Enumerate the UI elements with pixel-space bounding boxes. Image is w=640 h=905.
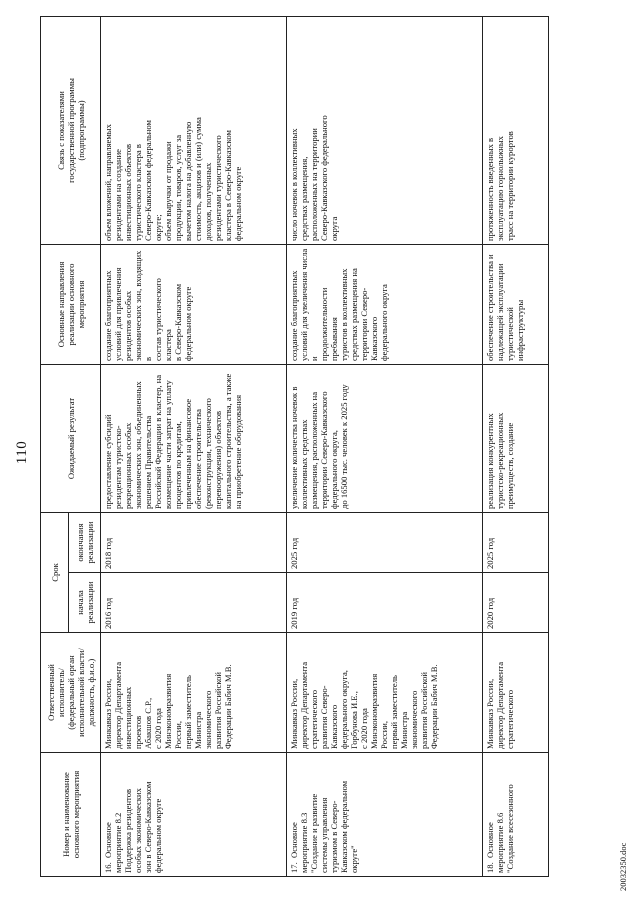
header-directions: Основные направления реализации основного мероприятия — [41, 244, 101, 364]
header-link: Связь с показателями государственной программы (подпрограммы) — [41, 16, 101, 244]
row-start: 2019 год — [287, 573, 483, 633]
row-end: 2018 год — [101, 512, 287, 572]
row-name-cell — [287, 753, 483, 877]
row-responsible: Минкавказ России, директор Департамента стратегического развития Северо- Кавказского федерального округа, Горбунова И.Е., с 2020 года Минэкономразвития России, первый заместитель Министра экономического развития Российской Федерации Бабич М.В. — [287, 633, 483, 753]
row-number: 17. — [289, 862, 299, 873]
row-name-cell — [483, 753, 549, 877]
row-result: увеличение количества ночевок в коллективных средствах размещения, расположенных на территории Северо-Кавказского федерального округа, до 16500 тыс. человек к 2025 году — [287, 364, 483, 512]
row-responsible: Минкавказ России, директор Департамента стратегического — [483, 633, 549, 753]
row-start: 2020 год — [483, 573, 549, 633]
row-end: 2025 год — [483, 512, 549, 572]
row-responsible: Минкавказ России, директор Департамента инвестиционных проектов Абакшов С.Р., с 2020 года Минэкономразвития России, первый заместитель Министра экономического развития Российской Федерации Бабич М.В. — [101, 633, 287, 753]
row-number: 18. — [485, 862, 495, 873]
table-row — [287, 16, 483, 876]
table-row — [101, 16, 287, 876]
header-end: окончания реализации — [69, 512, 101, 572]
measures-table — [40, 16, 549, 877]
table-header-row — [41, 16, 69, 876]
table-row — [483, 16, 549, 876]
row-end: 2025 год — [287, 512, 483, 572]
row-name-cell — [101, 753, 287, 877]
row-result: предоставление субсидий резидентам туристско- рекреационных особых экономических зон, объединенных решением Правительства Российской Федерации в кластер, на возмещение части затрат на уплату процентов по кредитам, привлеченным на финансовое обеспечение строительства (реконструкции, технического перевооружения) объектов капитального строительства, а также на приобретение оборудования — [101, 364, 287, 512]
row-link: объем вложений, направляемых резидентами на создание инвестиционных объектов туристического кластера в Северо-Кавказском федеральном округе; объем выручки от продажи продукции, товаров, услуг за вычетом налога на добавленную стоимость, акцизов и (или) сумма доходов, полученных резидентами туристического кластера в Северо-Кавказском федеральном округе — [101, 16, 287, 244]
row-link: число ночевок в коллективных средствах размещения, расположенных на территории Северо-Кавказского федерального округа — [287, 16, 483, 244]
row-name: Основное мероприятие 8.2 Поддержка резидентов особых экономических зон в Северо-Кавказском федеральном округе — [103, 781, 163, 873]
row-result: реализация конкурентных туристско-рекреационных преимуществ, создание — [483, 364, 549, 512]
row-name: Основное мероприятие 8.6 "Создание всесезонного — [485, 784, 515, 873]
header-start: начала реализации — [69, 573, 101, 633]
row-start: 2016 год — [101, 573, 287, 633]
header-responsible: Ответственный исполнитель/ (федеральный орган исполнительной власти/ должность, ф.и.о.) — [41, 633, 101, 753]
row-name: Основное мероприятие 8.3 "Создание и развитие системы управления туризмом в Северо- Кавказском федеральном округе" — [289, 780, 359, 873]
header-name: Номер и наименование основного мероприятия — [41, 753, 101, 877]
row-number: 16. — [103, 862, 113, 873]
header-result: Ожидаемый результат — [41, 364, 101, 512]
row-directions: создание благоприятных условий для привлечения резидентов особых экономических зон, входящих в состав туристического кластера в Северо-Кавказском федеральном округе — [101, 244, 287, 364]
header-term: Срок — [41, 512, 69, 632]
row-link: протяженность введенных в эксплуатацию горнолыжных трасс на территории курортов — [483, 16, 549, 244]
row-directions: создание благоприятных условий для увеличения числа и продолжительности пребывания туристов в коллективных средствах размещения на территории Северо-Кавказского федерального округа — [287, 244, 483, 364]
row-directions: обеспечение строительства и надлежащей эксплуатации туристической инфраструктуры — [483, 244, 549, 364]
page-number: 110 — [14, 440, 30, 465]
document-filename: 20032350.doc — [618, 842, 628, 891]
